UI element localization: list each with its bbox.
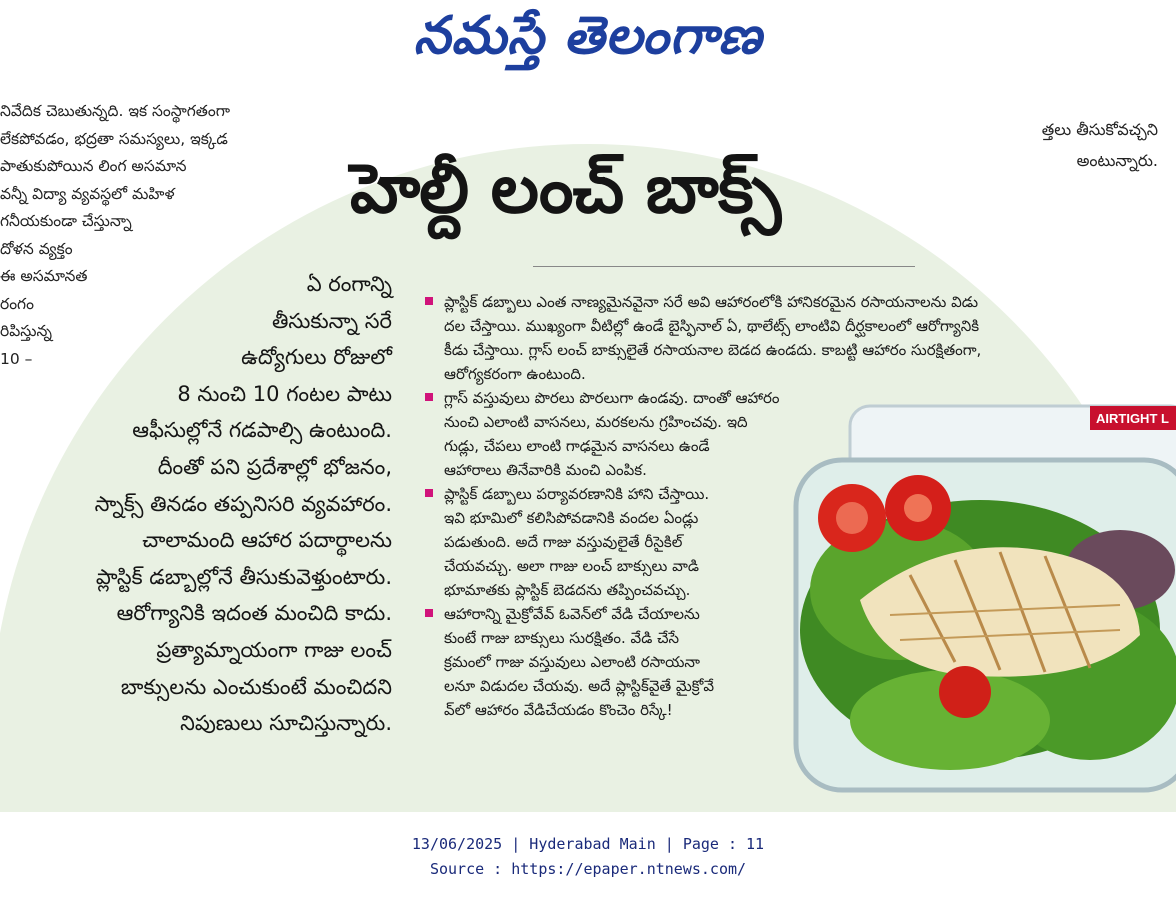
prev-line: రంగం [0, 294, 34, 313]
bullet-line: చేయవచ్చు. అలా గాజు లంచ్ బాక్సులు వాడి [444, 557, 699, 575]
intro-line: బాక్సులను ఎంచుకుంటే మంచిదని [120, 674, 392, 699]
bullet-line: కీడు చేస్తాయి. గ్లాస్ లంచ్ బాక్సులైతే రసాయనాల బెడద ఉండదు. కాబట్టి ఆహారం సురక్షితంగా, [444, 341, 982, 359]
list-item [422, 602, 1122, 722]
page-footer [0, 832, 1176, 882]
intro-line: ఉద్యోగులు రోజులో [241, 345, 392, 370]
bullet-line: గుడ్లు, చేపలు లాంటి గాఢమైన వాసనలు ఉండే [444, 437, 710, 455]
prev-line: ఈ అసమానత [0, 267, 88, 285]
bullet-icon [425, 297, 433, 305]
masthead [0, 0, 1176, 82]
container-label: AIRTIGHT L [1096, 411, 1169, 426]
intro-line: ఏ రంగాన్ని [306, 272, 392, 296]
bullet-list [422, 290, 1122, 722]
bullet-line: కుంటే గాజు బాక్సులు సురక్షితం. వేడి చేసే [444, 629, 680, 647]
intro-line: చాలామంది ఆహార పదార్థాలను [142, 528, 392, 553]
intro-line: ప్లాస్టిక్ డబ్బాల్లోనే తీసుకువెళ్తుంటారు. [95, 564, 392, 589]
bullet-icon [425, 609, 433, 617]
intro-line: దీంతో పని ప్రదేశాల్లో భోజనం, [157, 454, 392, 479]
prev-line: నివేదిక చెబుతున్నది. ఇక సంస్థాగతంగా [0, 102, 230, 120]
bullet-line: వ్‌లో ఆహారం వేడిచేయడం కొంచెం రిస్కే! [444, 701, 673, 719]
bullet-line: క్రమంలో గాజు వస్తువులు ఎలాంటి రసాయనా [444, 653, 700, 671]
bullet-line: ప్లాస్టిక్ డబ్బాలు ఎంత నాణ్యమైనవైనా సరే అవి ఆహారంలోకి హానికరమైన రసాయనాలను విడు [444, 293, 979, 311]
headline-rule [533, 266, 915, 267]
intro-line: 8 నుంచి 10 గంటల పాటు [177, 381, 392, 406]
prev-line: త్తలు తీసుకోవచ్చని [1041, 120, 1158, 139]
bullet-line: ప్లాస్టిక్ డబ్బాలు పర్యావరణానికి హాని చేస్తాయి. [444, 485, 710, 503]
intro-line: ఆరోగ్యానికి ఇదంత మంచిది కాదు. [116, 601, 392, 626]
bullet-line: ఆహారాన్ని మైక్రోవేవ్ ఓవెన్‌లో వేడి చేయాలను [444, 605, 700, 623]
masthead-title: నమస్తే తెలంగాణ [413, 6, 763, 66]
footer-edition: 13/06/2025 | Hyderabad Main | Page : 11 [411, 835, 765, 853]
prev-line: అంటున్నారు. [1076, 151, 1158, 170]
bullet-line: గ్లాస్ వస్తువులు పొరలు పొరలుగా ఉండవు. దాంతో ఆహారం [444, 389, 780, 407]
prev-line: వన్నీ విద్యా వ్యవస్థలో మహిళ [0, 184, 175, 203]
list-item [422, 290, 1122, 386]
bullet-line: నుంచి ఎలాంటి వాసనలు, మరకలను గ్రహించవు. ఇది [444, 413, 748, 431]
list-item [422, 386, 1122, 482]
prev-line: లేకపోవడం, భద్రతా సమస్యలు, ఇక్కడ [0, 129, 228, 148]
bullet-icon [425, 489, 433, 497]
bullet-line: ఇవి భూమిలో కలిసిపోవడానికి వందల ఏండ్లు [444, 509, 699, 527]
bullet-line: భూమాతకు ప్లాస్టిక్ బెడదను తప్పించవచ్చు. [444, 581, 691, 599]
article-intro [20, 266, 392, 742]
article-headline: హెల్దీ లంచ్ బాక్స్ [350, 150, 781, 229]
prev-line: రిపిస్తున్న [0, 322, 52, 340]
intro-line: స్నాక్స్ తినడం తప్పనిసరి వ్యవహారం. [94, 491, 392, 516]
prev-line: దోళన వ్యక్తం [0, 239, 73, 258]
bullet-icon [425, 393, 433, 401]
previous-article-right [988, 114, 1158, 176]
bullet-line: లనూ విడుదల చేయవు. అదే ప్లాస్టిక్‌వైతే మైక్రోవే [444, 677, 715, 695]
prev-line: గనీయకుండా చేస్తున్నా [0, 212, 132, 230]
intro-line: తీసుకున్నా సరే [271, 308, 392, 333]
bullet-line: ఆరోగ్యకరంగా ఉంటుంది. [444, 365, 586, 383]
list-item [422, 482, 1122, 602]
intro-line: నిపుణులు సూచిస్తున్నారు. [180, 711, 392, 736]
bullet-line: దల చేస్తాయి. ముఖ్యంగా వీటిల్లో ఉండే బైస్ఫినాల్ ఏ, థాలేట్స్ లాంటివి దీర్ఘకాలంలో ఆరోగ్యానికి [444, 317, 980, 335]
bullet-line: పడుతుంది. అదే గాజు వస్తువులైతే రీసైకిల్ [444, 533, 683, 551]
prev-line: 10 – [0, 349, 33, 368]
footer-source[interactable]: Source : https://epaper.ntnews.com/ [429, 860, 747, 878]
intro-line: ఆఫీసుల్లోనే గడపాల్సి ఉంటుంది. [132, 418, 392, 443]
bullet-line: ఆహారాలు తినేవారికి మంచి ఎంపిక. [444, 461, 647, 479]
prev-line: పాతుకుపోయిన లింగ అసమాన [0, 157, 187, 175]
intro-line: ప్రత్యామ్నాయంగా గాజు లంచ్ [156, 637, 392, 662]
